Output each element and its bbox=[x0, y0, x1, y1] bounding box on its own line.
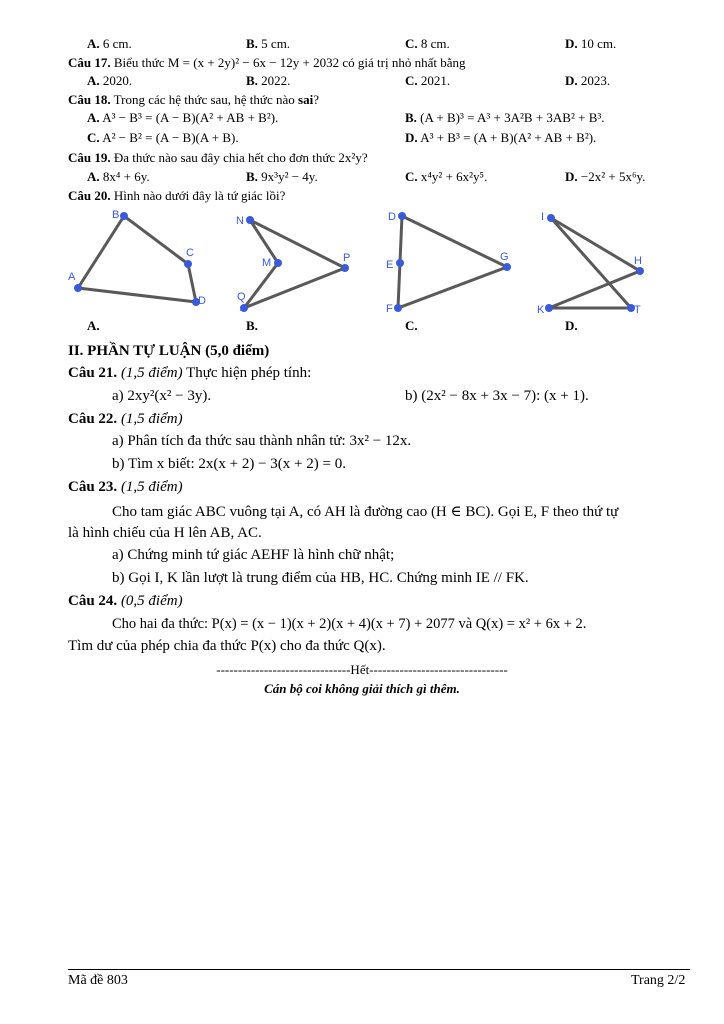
question-text: Biểu thức M = (x + 2y)² − 6x − 12y + 2032 có giá trị nhỏ nhất bằng bbox=[113, 55, 466, 70]
q23-line1: Cho tam giác ABC vuông tại A, có AH là đường cao (H ∈ BC). Gọi E, F theo thứ tự bbox=[112, 504, 619, 520]
point-label: D bbox=[198, 295, 206, 307]
quad-figure-d bbox=[549, 218, 640, 308]
section-title: II. PHẦN TỰ LUẬN (5,0 điểm) bbox=[68, 343, 270, 359]
option-label: C. bbox=[405, 73, 418, 88]
point-marker bbox=[120, 212, 128, 220]
point-label: M bbox=[262, 257, 272, 269]
option-text: 10 cm. bbox=[580, 36, 617, 51]
point-marker bbox=[394, 304, 402, 312]
point-marker bbox=[398, 212, 406, 220]
figure-label: B. bbox=[246, 318, 258, 333]
question-points: (1,5 điểm) bbox=[120, 479, 183, 495]
point-label: B bbox=[112, 209, 120, 221]
q23-part-b: b) Gọi I, K lần lượt là trung điểm của HB, HC. Chứng minh IE // FK. bbox=[112, 570, 529, 586]
question-label: Câu 23. bbox=[68, 479, 118, 495]
q18-stem bbox=[68, 92, 319, 108]
question-label: Câu 18. bbox=[68, 92, 111, 107]
point-label: F bbox=[386, 303, 393, 315]
option-label: A. bbox=[87, 73, 100, 88]
point-marker bbox=[240, 304, 248, 312]
q21-part-b: b) (2x² − 8x + 3x − 7): (x + 1). bbox=[405, 388, 589, 404]
footer-divider bbox=[68, 969, 690, 970]
point-label: E bbox=[386, 259, 394, 271]
point-marker bbox=[396, 259, 404, 267]
option-text: 8 cm. bbox=[420, 36, 450, 51]
option-label: A. bbox=[87, 110, 100, 125]
option-text: 2022. bbox=[261, 73, 291, 88]
question-text: Đa thức nào sau đây chia hết cho đơn thức 2x²y? bbox=[113, 150, 368, 165]
q16-options bbox=[0, 36, 724, 56]
q22-part-b: b) Tìm x biết: 2x(x + 2) − 3(x + 2) = 0. bbox=[112, 456, 346, 472]
option-text: 2020. bbox=[102, 73, 133, 88]
q23-part-a: a) Chứng minh tứ giác AEHF là hình chữ nhật; bbox=[112, 547, 395, 563]
q21-part-a: a) 2xy²(x² − 3y). bbox=[112, 388, 212, 404]
question-text-end: ? bbox=[313, 92, 319, 107]
q24-stem bbox=[68, 593, 183, 610]
point-marker bbox=[503, 263, 511, 271]
option-text: A³ − B³ = (A − B)(A² + AB + B²). bbox=[102, 110, 279, 125]
option-label: C. bbox=[405, 36, 418, 51]
footer-code: Mã đề 803 bbox=[68, 973, 128, 988]
option-label: B. bbox=[246, 73, 258, 88]
question-label: Câu 19. bbox=[68, 150, 111, 165]
point-marker bbox=[636, 267, 644, 275]
point-marker bbox=[545, 304, 553, 312]
option-label: B. bbox=[246, 36, 258, 51]
option-text: x⁴y² + 6x²y⁵. bbox=[420, 169, 488, 184]
question-text: Hình nào dưới đây là tứ giác lồi? bbox=[113, 188, 286, 203]
point-label: Q bbox=[237, 291, 246, 303]
q18-options-ab bbox=[0, 110, 724, 130]
q24-line1: Cho hai đa thức: P(x) = (x − 1)(x + 2)(x + 4)(x + 7) + 2077 và Q(x) = x² + 6x + 2. bbox=[112, 616, 587, 632]
q19-stem bbox=[68, 150, 368, 166]
option-text: 9x³y² − 4y. bbox=[261, 169, 318, 184]
point-label: C bbox=[186, 247, 194, 259]
option-text: −2x² + 5x⁶y. bbox=[580, 169, 646, 184]
figure-label: A. bbox=[87, 318, 100, 333]
option-label: C. bbox=[87, 130, 100, 145]
option-label: D. bbox=[565, 36, 578, 51]
q22-stem bbox=[68, 411, 183, 428]
option-label: A. bbox=[87, 36, 100, 51]
q23-stem bbox=[68, 479, 183, 496]
point-label: G bbox=[500, 251, 509, 263]
option-label: D. bbox=[405, 130, 418, 145]
quad-figure-b bbox=[244, 220, 345, 308]
question-text: Trong các hệ thức sau, hệ thức nào bbox=[113, 92, 299, 107]
option-text: 5 cm. bbox=[261, 36, 291, 51]
question-points: (0,5 điểm) bbox=[120, 593, 183, 609]
point-label: T bbox=[634, 304, 641, 316]
q17-stem bbox=[68, 55, 465, 71]
quad-figure-a bbox=[78, 216, 196, 302]
question-points: (1,5 điểm) bbox=[120, 365, 183, 381]
option-text: (A + B)³ = A³ + 3A²B + 3AB² + B³. bbox=[420, 110, 605, 125]
option-label: D. bbox=[565, 169, 578, 184]
option-label: B. bbox=[405, 110, 417, 125]
point-marker bbox=[184, 260, 192, 268]
q19-options bbox=[0, 169, 724, 189]
option-text: A³ + B³ = (A + B)(A² + AB + B²). bbox=[420, 130, 597, 145]
point-label: N bbox=[236, 215, 244, 227]
point-label: A bbox=[68, 271, 76, 283]
q21-stem bbox=[68, 365, 311, 382]
q18-options-cd bbox=[0, 130, 724, 150]
point-label: P bbox=[343, 252, 351, 264]
option-text: 2023. bbox=[580, 73, 611, 88]
question-label: Câu 20. bbox=[68, 188, 111, 203]
quad-figure-c bbox=[398, 216, 507, 308]
q23-line2: là hình chiếu của H lên AB, AC. bbox=[68, 525, 262, 541]
footer-page: Trang 2/2 bbox=[631, 973, 686, 988]
question-label: Câu 22. bbox=[68, 411, 118, 427]
option-text: 6 cm. bbox=[102, 36, 132, 51]
option-label: A. bbox=[87, 169, 100, 184]
end-marker: -------------------------------Hết-------------------------------- bbox=[216, 662, 508, 677]
option-text: 8x⁴ + 6y. bbox=[102, 169, 150, 184]
option-text: 2021. bbox=[420, 73, 451, 88]
question-emphasis: sai bbox=[298, 92, 314, 107]
figure-label: C. bbox=[405, 318, 418, 333]
figure-label: D. bbox=[565, 318, 578, 333]
question-label: Câu 17. bbox=[68, 55, 111, 70]
point-label: D bbox=[388, 211, 396, 223]
question-text: Thực hiện phép tính: bbox=[186, 365, 312, 381]
end-note: Cán bộ coi không giải thích gì thêm. bbox=[264, 681, 460, 696]
q24-line2: Tìm dư của phép chia đa thức P(x) cho đa thức Q(x). bbox=[68, 638, 386, 654]
question-label: Câu 21. bbox=[68, 365, 118, 381]
option-label: B. bbox=[246, 169, 258, 184]
option-label: D. bbox=[565, 73, 578, 88]
question-label: Câu 24. bbox=[68, 593, 118, 609]
point-label: K bbox=[537, 304, 545, 316]
q22-part-a: a) Phân tích đa thức sau thành nhân tử: 3x² − 12x. bbox=[112, 433, 412, 449]
option-text: A² − B² = (A − B)(A + B). bbox=[102, 130, 239, 145]
q17-options bbox=[0, 73, 724, 93]
option-label: C. bbox=[405, 169, 418, 184]
point-label: H bbox=[634, 255, 642, 267]
point-marker bbox=[246, 216, 254, 224]
point-marker bbox=[547, 214, 555, 222]
point-marker bbox=[274, 259, 282, 267]
point-marker bbox=[341, 264, 349, 272]
q20-figure-labels bbox=[0, 318, 724, 338]
point-label: I bbox=[541, 211, 545, 223]
point-marker bbox=[74, 284, 82, 292]
question-points: (1,5 điểm) bbox=[120, 411, 183, 427]
